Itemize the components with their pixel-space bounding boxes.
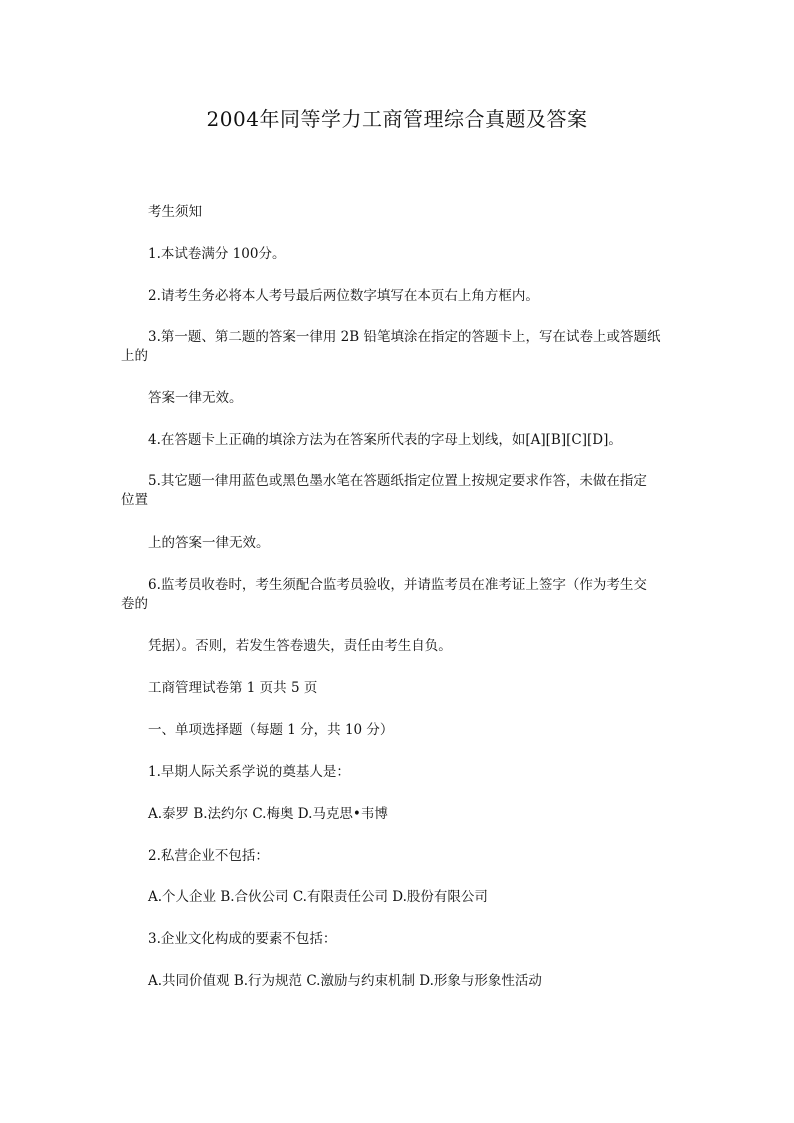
question-3-options: A.共同价值观 B.行为规范 C.激励与约束机制 D.形象与形象性活动 <box>148 973 542 989</box>
notice-item-5-wrap: 位置 <box>121 492 148 508</box>
notice-item-3-wrap: 上的 <box>121 348 148 364</box>
notice-item-6-cont: 凭据）。否则，若发生答卷遗失，责任由考生自负。 <box>148 638 452 654</box>
question-2: 2.私营企业不包括： <box>148 848 269 864</box>
notice-item-2: 2.请考生务必将本人考号最后两位数字填写在本页右上角方框内。 <box>148 288 539 304</box>
question-2-options: A.个人企业 B.合伙公司 C.有限责任公司 D.股份有限公司 <box>148 889 488 905</box>
notice-item-5: 5.其它题一律用蓝色或黑色墨水笔在答题纸指定位置上按规定要求作答，未做在指定 <box>148 473 647 489</box>
notice-item-6-wrap: 卷的 <box>121 596 148 612</box>
notice-item-3: 3.第一题、第二题的答案一律用 2B 铅笔填涂在指定的答题卡上，写在试卷上或答题纸 <box>148 329 661 345</box>
notice-heading: 考生须知 <box>148 204 202 220</box>
question-1-options: A.泰罗 B.法约尔 C.梅奥 D.马克思•韦博 <box>148 806 388 822</box>
section-heading: 一、单项选择题（每题 1 分，共 10 分） <box>148 722 394 738</box>
notice-item-5-cont: 上的答案一律无效。 <box>148 535 270 551</box>
question-1: 1.早期人际关系学说的奠基人是： <box>148 764 350 780</box>
notice-item-4: 4.在答题卡上正确的填涂方法为在答案所代表的字母上划线，如[A][B][C][D]。 <box>148 432 622 448</box>
document-title: 2004年同等学力工商管理综合真题及答案 <box>206 107 588 131</box>
notice-item-1: 1.本试卷满分 100分。 <box>148 246 286 262</box>
question-3: 3.企业文化构成的要素不包括： <box>148 931 337 947</box>
notice-item-6: 6.监考员收卷时，考生须配合监考员验收，并请监考员在准考证上签字（作为考生交 <box>148 577 647 593</box>
notice-item-3-cont: 答案一律无效。 <box>148 390 243 406</box>
page-indicator: 工商管理试卷第 1 页共 5 页 <box>148 680 318 696</box>
